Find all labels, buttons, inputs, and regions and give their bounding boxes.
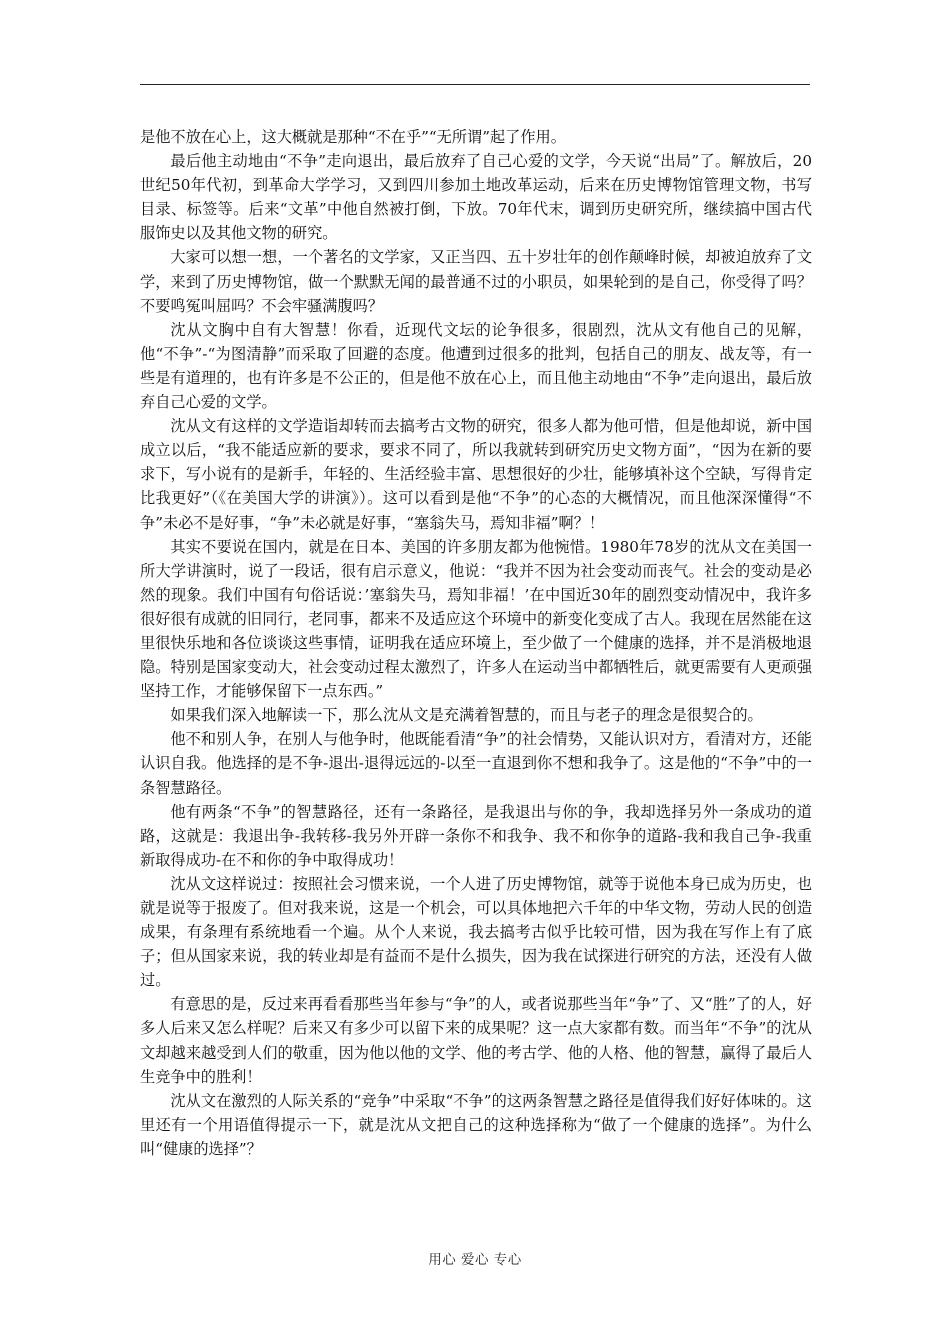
paragraph: 是他不放在心上，这大概就是那种“不在乎”“无所谓”起了作用。 bbox=[140, 128, 566, 146]
paragraph: 如果我们深入地解读一下，那么沈从文是充满着智慧的，而且与老子的理念是很契合的。 bbox=[170, 706, 763, 725]
paragraph: 有意思的是，反过来再看看那些当年参与“争”的人，或者说那些当年“争”了、又“胜”了的人，好多人后来又怎么样呢？后来又有多少可以留下来的成果呢？这一点大家都有数。而当年“不争”的沈从文却越来越受到人们的敬重，因为他以他的文学、他的考古学、他的人格、他的智慧，赢得了最后人生竞争中的胜利！ bbox=[140, 995, 812, 1086]
paragraph: 沈从文在激烈的人际关系的“竞争”中采取“不争”的这两条智慧之路径是值得我们好好体味的。这里还有一个用语值得提示一下，就是沈从文把自己的这种选择称为“做了一个健康的选择”。为什么叫“健康的选择”？ bbox=[140, 1091, 812, 1158]
header-rule bbox=[140, 84, 810, 85]
paragraph: 沈从文有这样的文学造诣却转而去搞考古文物的研究，很多人都为他可惜，但是他却说，新中国成立以后，“我不能适应新的要求，要求不同了，所以我就转到研究历史文物方面”，“因为在新的要求下，写小说有的是新手，年轻的、生活经验丰富、思想很好的少壮，能够填补这个空缺，写得肯定比我更好”（《在美国大学的讲演》）。这可以看到是他“不争”的心态的大概情况，而且他深深懂得“不争”未必不是好事，“争”未必就是好事，“塞翁失马，焉知非福”啊？！ bbox=[140, 417, 812, 532]
paragraph: 沈从文胸中自有大智慧！你看，近现代文坛的论争很多，很剧烈，沈从文有他自己的见解，他“不争”-“为图清静”而采取了回避的态度。他遭到过很多的批判，包括自己的朋友、战友等，有一些是有道理的，也有许多是不公正的，但是他不放在心上，而且他主动地由“不争”走向退出，最后放弃自己心爱的文学。 bbox=[140, 320, 812, 412]
paragraph: 大家可以想一想，一个著名的文学家，又正当四、五十岁壮年的创作颠峰时候，却被迫放弃了文学，来到了历史博物馆，做一个默默无闻的最普通不过的小职员，如果轮到的是自己，你受得了吗？不要鸣冤叫屈吗？不会牢骚满腹吗？ bbox=[140, 248, 812, 315]
paragraph: 他有两条“不争”的智慧路径，还有一条路径，是我退出与你的争，我却选择另外一条成功的道路，这就是：我退出争-我转移-我另外开辟一条你不和我争、我不和你争的道路-我和我自己争-我重新取得成功-在不和你的争中取得成功！ bbox=[140, 802, 812, 869]
paragraph: 最后他主动地由“不争”走向退出，最后放弃了自己心爱的文学，今天说“出局”了。解放后，20世纪50年代初，到革命大学学习，又到四川参加土地改革运动，后来在历史博物馆管理文物，书写目录、标签等。后来“文革”中他自然被打倒，下放。70年代末，调到历史研究所，继续搞中国古代服饰史以及其他文物的研究。 bbox=[140, 152, 812, 243]
paragraph: 他不和别人争，在别人与他争时，他既能看清“争”的社会情势，又能认识对方，看清对方，还能认识自我。他选择的是不争-退出-退得远远的-以至一直退到你不想和我争了。这是他的“不争”中的一条智慧路径。 bbox=[140, 730, 812, 797]
paragraph: 沈从文这样说过：按照社会习惯来说，一个人进了历史博物馆，就等于说他本身已成为历史，也就是说等于报废了。但对我来说，这是一个机会，可以具体地把六千年的中华文物，劳动人民的创造成果，有条理有系统地看一个遍。从个人来说，我去搞考古似乎比较可惜，因为我在写作上有了底子；但从国家来说，我的转业却是有益而不是什么损失，因为我在试探进行研究的方法，还没有人做过。 bbox=[140, 874, 812, 990]
paragraph: 其实不要说在国内，就是在日本、美国的许多朋友都为他惋惜。1980年78岁的沈从文在美国一所大学讲演时，说了一段话，很有启示意义，他说：“我并不因为社会变动而丧气。社会的变动是必然的现象。我们中国有句俗话说：’塞翁失马，焉知非福！’在中国近30年的剧烈变动情况中，我许多很好很有成就的旧同行，老同事，都来不及适应这个环境中的新变化变成了古人。我现在居然能在这里很快乐地和各位谈谈这些事情，证明我在适应环境上，至少做了一个健康的选择，并不是消极地退隐。特别是国家变动大，社会变动过程太激烈了，许多人在运动当中都牺牲后，就更需要有人更顽强坚持工作，才能够保留下一点东西。” bbox=[140, 537, 812, 701]
document-body bbox=[140, 125, 812, 1161]
page-footer: 用心 爱心 专心 bbox=[428, 1252, 522, 1268]
